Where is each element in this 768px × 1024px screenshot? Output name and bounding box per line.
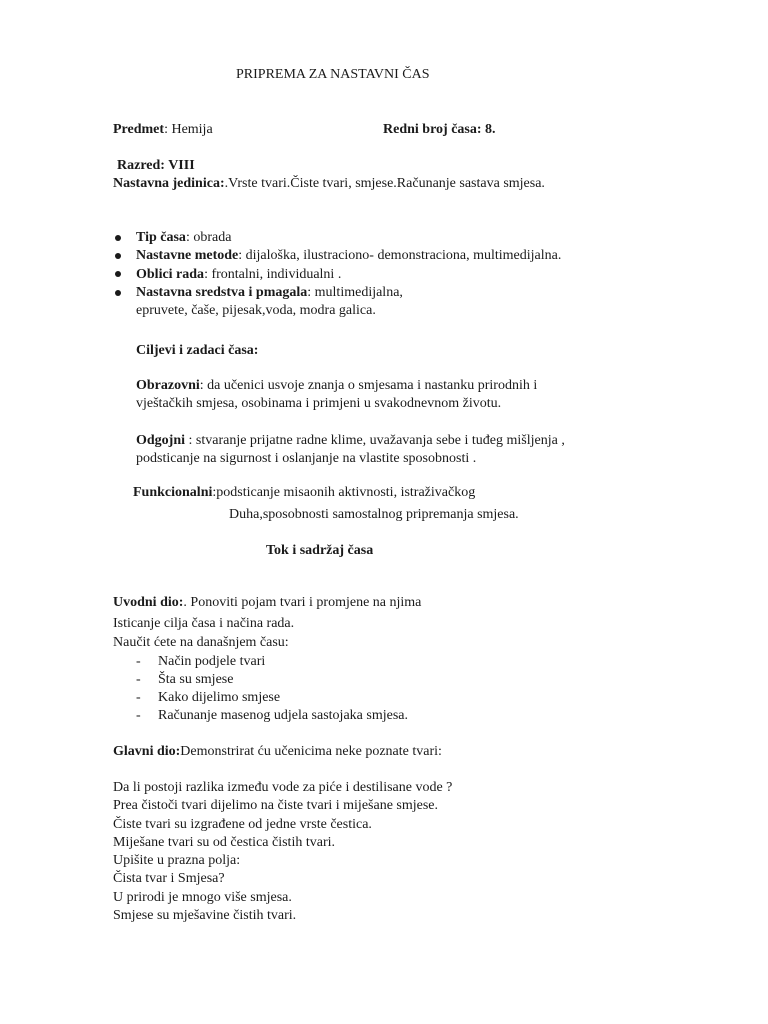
glavni-text-line: Smjese su mješavine čistih tvari. (113, 908, 297, 923)
glavni-text-line: Miješane tvari su od čestica čistih tvari. (113, 835, 335, 850)
bullet-dot (115, 271, 121, 277)
glavni-line1 (113, 743, 442, 761)
ciljevi-heading: Ciljevi i zadaci časa: (136, 343, 259, 358)
predmet-line (113, 121, 213, 139)
bullet-label: Tip časa (136, 230, 186, 245)
odgojni-text: : stvaranje prijatne radne klime, uvažavanja sebe i tuđeg mišljenja , (185, 433, 565, 448)
glavni-text-line: Čista tvar i Smjesa? (113, 871, 225, 886)
obrazovni-label: Obrazovni (136, 378, 200, 393)
funkcionalni-line1 (133, 484, 475, 502)
bullet-value: : dijaloška, ilustraciono- demonstraciona, multimedijalna. (238, 248, 562, 263)
odgojni-line1 (136, 432, 565, 450)
jedinica-label: Nastavna jedinica: (113, 176, 225, 191)
list-item: Kako dijelimo smjese (158, 690, 281, 705)
bullet-oblici-rada (136, 266, 341, 284)
glavni-text-line: Da li postoji razlika između vode za piće i destilisane vode ? (113, 780, 453, 795)
bullet-value: : frontalni, individualni . (204, 267, 342, 282)
funkcionalni-label: Funkcionalni (133, 485, 213, 500)
uvodni-line3: Naučit ćete na današnjem času: (113, 635, 289, 650)
obrazovni-line1 (136, 377, 537, 395)
bullet-tip-casa (136, 229, 231, 247)
bullet-label: Oblici rada (136, 267, 205, 282)
dash-marker: - (136, 672, 141, 687)
nastavna-jedinica (113, 175, 545, 193)
jedinica-value: .Vrste tvari.Čiste tvari, smjese.Računanje sastava smjesa. (224, 176, 545, 191)
list-item: Šta su smjese (158, 672, 234, 687)
razred: Razred: VIII (117, 158, 195, 173)
bullet-value: : multimedijalna, (307, 285, 403, 300)
odgojni-label: Odgojni (136, 433, 186, 448)
list-item: Računanje masenog udjela sastojaka smjesa. (158, 708, 408, 723)
obrazovni-text: : da učenici usvoje znanja o smjesama i nastanku prirodnih i (199, 378, 538, 393)
uvodni-label: Uvodni dio: (113, 595, 184, 610)
glavni-value: Demonstrirat ću učenicima neke poznate tvari: (180, 744, 442, 759)
glavni-label: Glavni dio: (113, 744, 181, 759)
obrazovni-line2: vještačkih smjesa, osobinama i primjeni u svakodnevnom životu. (136, 396, 502, 411)
uvodni-value: . Ponoviti pojam tvari i promjene na njima (183, 595, 422, 610)
bullet-nastavne-metode (136, 247, 561, 265)
tok-heading: Tok i sadržaj časa (266, 543, 374, 558)
predmet-value: : Hemija (164, 122, 213, 137)
bullet-nastavna-sredstva (136, 284, 403, 302)
dash-marker: - (136, 690, 141, 705)
glavni-text-line: Čiste tvari su izgrađene od jedne vrste čestica. (113, 817, 372, 832)
bullet-label: Nastavna sredstva i pmagala (136, 285, 308, 300)
dash-marker: - (136, 654, 141, 669)
bullet-value: : obrada (185, 230, 232, 245)
dash-marker: - (136, 708, 141, 723)
list-item: Način podjele tvari (158, 654, 266, 669)
bullet-dot (115, 235, 121, 241)
uvodni-line1 (113, 594, 421, 612)
glavni-text-line: Prea čistoči tvari dijelimo na čiste tvari i miješane smjese. (113, 798, 439, 813)
odgojni-line2: podsticanje na sigurnost i oslanjanje na vlastite sposobnosti . (136, 451, 477, 466)
predmet-label: Predmet (113, 122, 165, 137)
funkcionalni-line2: Duha,sposobnosti samostalnog pripremanja smjesa. (229, 507, 519, 522)
page-title: PRIPREMA ZA NASTAVNI ČAS (236, 67, 430, 82)
funkcionalni-text: :podsticanje misaonih aktivnosti, istraživačkog (212, 485, 476, 500)
bullet-label: Nastavne metode (136, 248, 239, 263)
uvodni-line2: Isticanje cilja časa i načina rada. (113, 616, 295, 631)
bullet-continuation: epruvete, čaše, pijesak,voda, modra galica. (136, 303, 376, 318)
bullet-dot (115, 290, 121, 296)
glavni-text-line: Upišite u prazna polja: (113, 853, 241, 868)
glavni-text-line: U prirodi je mnogo više smjesa. (113, 890, 292, 905)
bullet-dot (115, 253, 121, 259)
redni-broj: Redni broj časa: 8. (383, 122, 496, 137)
